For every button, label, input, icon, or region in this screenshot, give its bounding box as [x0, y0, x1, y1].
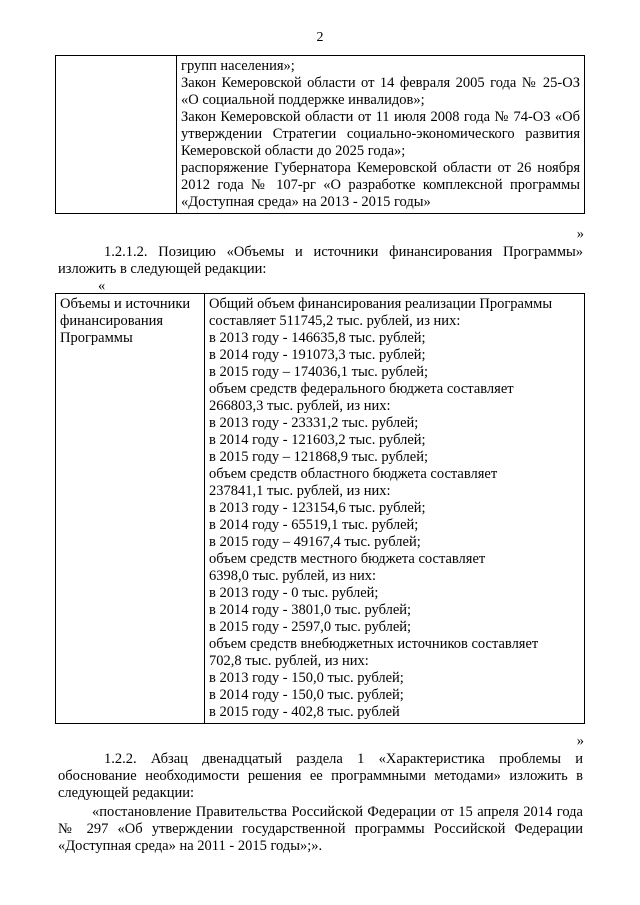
table-cell-empty — [56, 56, 177, 214]
table-line: в 2015 году – 49167,4 тыс. рублей; — [209, 534, 421, 550]
opening-quote: « — [98, 278, 106, 294]
table-line: 702,8 тыс. рублей, из них: — [209, 653, 369, 669]
table-line: объем средств внебюджетных источников составляет — [209, 636, 539, 652]
table-line: распоряжение Губернатора Кемеровской области от 26 ноября 2012 года № 107-рг «О разработке комплексной программы «Доступная среда» на 2013 - 2015 годы» — [181, 160, 580, 210]
paragraph-1-2-2: 1.2.2. Абзац двенадцатый раздела 1 «Характеристика проблемы и обоснование необходимости решения ее программными методами» изложить в следующей редакции: — [58, 751, 583, 801]
financing-label-cell: Объемы и источники финансирования Программы — [56, 294, 205, 724]
financing-values-cell — [205, 294, 585, 724]
table-line: объем средств федерального бюджета составляет — [209, 381, 514, 397]
table-line: Общий объем финансирования реализации Программы — [209, 296, 553, 312]
table-line: Закон Кемеровской области от 11 июля 2008 года № 74-ОЗ «Об утверждении Стратегии социально-экономического развития Кемеровской области до 2025 года»; — [181, 109, 580, 159]
legal-basis-table — [55, 55, 585, 214]
table-line: в 2014 году - 121603,2 тыс. рублей; — [209, 432, 426, 448]
financing-table — [55, 293, 585, 724]
table-line: групп населения»; — [181, 58, 295, 74]
paragraph-resolution: «постановление Правительства Российской Федерации от 15 апреля 2014 года № 297 «Об утверждении государственной программы Российской Федерации «Доступная среда» на 2011 - 2015 годы»;». — [58, 804, 583, 854]
table-line: в 2013 году - 23331,2 тыс. рублей; — [209, 415, 419, 431]
closing-quote: » — [576, 733, 584, 749]
table-line: в 2015 году - 402,8 тыс. рублей — [209, 704, 400, 720]
table-line: Закон Кемеровской области от 14 февраля 2005 года № 25-ОЗ «О социальной поддержке инвалидов»; — [181, 75, 580, 108]
table-line: в 2014 году - 65519,1 тыс. рублей; — [209, 517, 419, 533]
table-line: в 2015 году - 2597,0 тыс. рублей; — [209, 619, 412, 635]
table-line: в 2014 году - 150,0 тыс. рублей; — [209, 687, 404, 703]
table-line: объем средств местного бюджета составляет — [209, 551, 486, 567]
table-line: в 2015 году – 174036,1 тыс. рублей; — [209, 364, 429, 380]
table-line: 6398,0 тыс. рублей, из них: — [209, 568, 376, 584]
table-line: составляет 511745,2 тыс. рублей, из них: — [209, 313, 461, 329]
table-line: в 2014 году - 3801,0 тыс. рублей; — [209, 602, 412, 618]
page-number: 2 — [316, 30, 324, 45]
table-line: в 2013 году - 0 тыс. рублей; — [209, 585, 379, 601]
paragraph-1-2-1-2: 1.2.1.2. Позицию «Объемы и источники финансирования Программы» изложить в следующей редакции: — [58, 244, 583, 277]
closing-quote: » — [576, 226, 584, 242]
table-line: 237841,1 тыс. рублей, из них: — [209, 483, 391, 499]
table-line: в 2013 году - 150,0 тыс. рублей; — [209, 670, 404, 686]
table-line: в 2013 году - 123154,6 тыс. рублей; — [209, 500, 426, 516]
table-line: в 2014 году - 191073,3 тыс. рублей; — [209, 347, 426, 363]
table-line: 266803,3 тыс. рублей, из них: — [209, 398, 391, 414]
table-line: объем средств областного бюджета составляет — [209, 466, 498, 482]
table-line: в 2013 году - 146635,8 тыс. рублей; — [209, 330, 426, 346]
table-line: в 2015 году – 121868,9 тыс. рублей; — [209, 449, 429, 465]
table-cell-laws — [177, 56, 585, 214]
